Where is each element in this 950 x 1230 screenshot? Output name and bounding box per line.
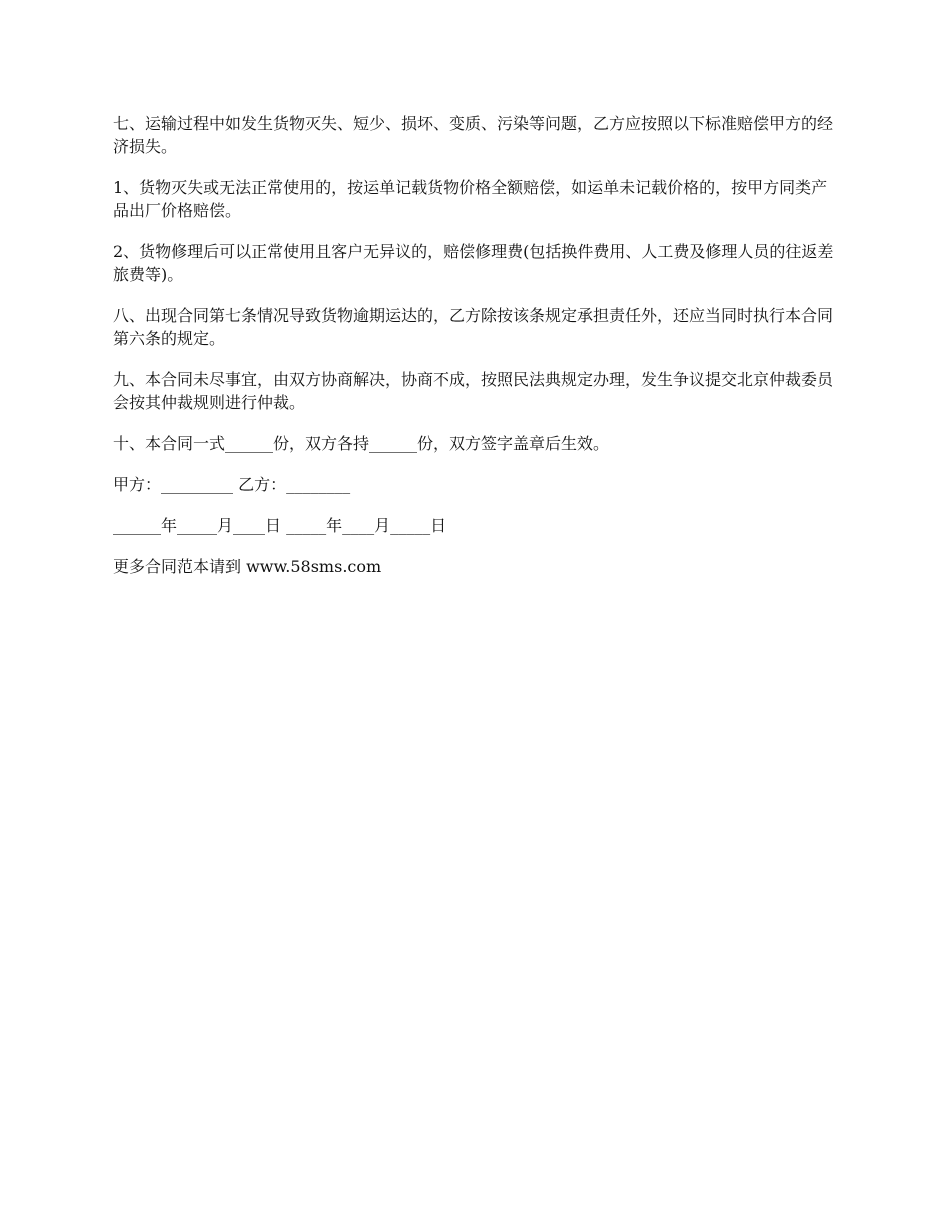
date-line: ______年_____月____日 _____年____月_____日 [113, 516, 447, 535]
signature-line: 甲方：_________ 乙方：________ [113, 475, 351, 494]
clause-7-item-2: 2、货物修理后可以正常使用且客户无异议的，赔偿修理费(包括换件费用、人工费及修理人员的往返差旅费等)。 [113, 242, 834, 284]
clause-10: 十、本合同一式______份，双方各持______份，双方签字盖章后生效。 [113, 434, 610, 453]
footer-link-text: 更多合同范本请到 www.58sms.com [113, 557, 382, 576]
document-page [113, 112, 843, 596]
clause-7: 七、运输过程中如发生货物灭失、短少、损坏、变质、污染等问题，乙方应按照以下标准赔偿甲方的经济损失。 [113, 114, 834, 156]
clause-8: 八、出现合同第七条情况导致货物逾期运达的，乙方除按该条规定承担责任外，还应当同时执行本合同第六条的规定。 [113, 306, 834, 348]
clause-7-item-1: 1、货物灭失或无法正常使用的，按运单记载货物价格全额赔偿，如运单未记载价格的，按甲方同类产品出厂价格赔偿。 [113, 178, 828, 220]
clause-9: 九、本合同未尽事宜，由双方协商解决，协商不成，按照民法典规定办理，发生争议提交北京仲裁委员会按其仲裁规则进行仲裁。 [113, 370, 834, 412]
